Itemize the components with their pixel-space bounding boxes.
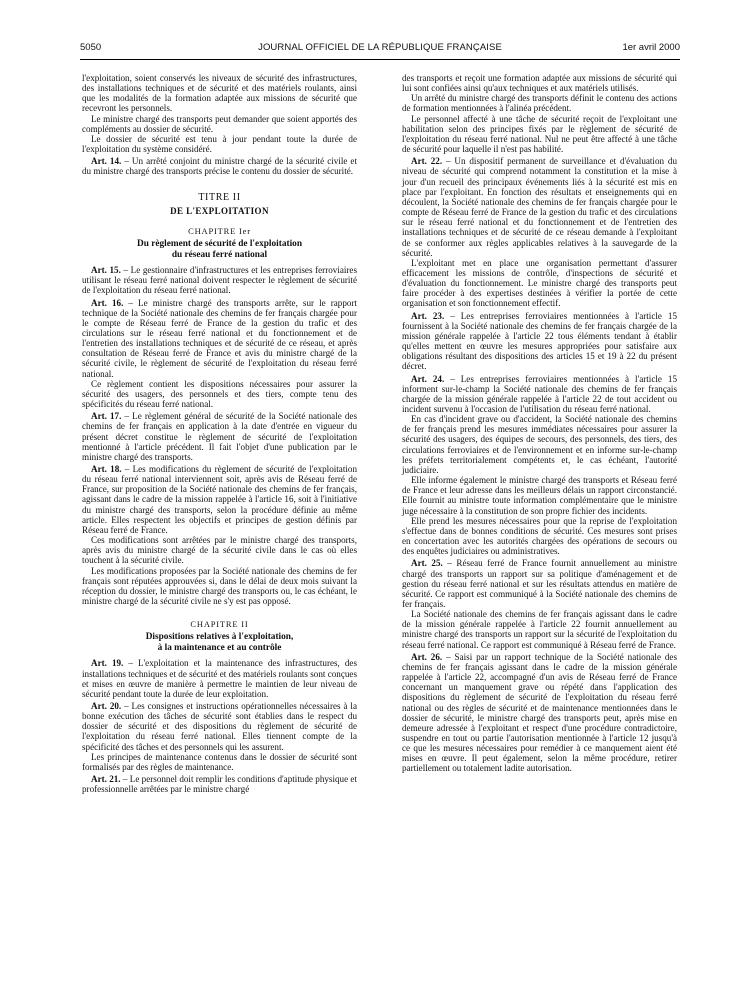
paragraph: Elle prend les mesures nécessaires pour que la reprise de l'exploitation s'effectue dans de bonnes conditions de sécurité. Ces mesures sont prises en concertation avec les autorités chargées des opérations de secours ou des enquêtes judiciaires ou administratives. <box>402 515 677 557</box>
chapter-title <box>82 632 357 653</box>
article-label: Art. 23. <box>411 310 445 321</box>
article-21 <box>82 774 357 794</box>
article-19 <box>82 658 357 699</box>
article-text: – Un arrêté conjoint du ministre chargé de la sécurité civile et du ministre chargé des transports précise le contenu du dossier de sécurité. <box>82 156 357 177</box>
article-15 <box>82 265 357 295</box>
title-heading: TITRE II <box>198 191 241 203</box>
article-label: Art. 20. <box>91 700 122 711</box>
paragraph: Ce règlement contient les dispositions nécessaires pour assurer la sécurité des usagers, des personnels et des tiers, compte tenu des spécificités du réseau ferré national. <box>82 378 357 410</box>
paragraph: Ces modifications sont arrêtées par le ministre chargé des transports, après avis du ministre chargé de la sécurité civile dans le cas où elles touchent à la sécurité civile. <box>82 535 357 566</box>
article-text: – Le ministre chargé des transports arrête, sur le rapport technique de la Société nationale des chemins de fer français chargée pour le compte de Réseau ferré de France de la gestion du trafic et des circulations sur le réseau ferré national et du fonctionnement et de l'entretien des installations techniques et de sécurité de ce réseau, et après consultation de Réseau ferré de France et avis du ministre chargé de la sécurité civile, le règlement de sécurité de l'exploitation du réseau ferré national. <box>82 297 358 379</box>
article-23 <box>402 311 677 372</box>
paragraph: Le ministre chargé des transports peut demander que soient apportés des compléments au dossier de sécurité. <box>82 113 357 134</box>
title-subheading: DE L'EXPLOITATION <box>170 205 269 216</box>
article-text: – Le gestionnaire d'infrastructures et les entreprises ferroviaires utilisant le réseau ferré national doivent respecter le règlement de sécurité de l'exploitation du réseau ferré national. <box>82 265 358 296</box>
article-text: – Les entreprises ferroviaires mentionnées à l'article 15 fournissent à la Société nationale des chemins de fer français chargée de la mission générale rappelée à l'article 22 tous éléments tendant à établir qu'elles mettent en œuvre les mesures appropriées pour satisfaire aux obligations résultant des dispositions des articles 15 et 19 à 22 du présent décret. <box>402 310 677 372</box>
article-label: Art. 16. <box>91 297 124 308</box>
article-text: – Les consignes et instructions opérationnelles nécessaires à la bonne exécution des tâches de sécurité sont établies dans le respect du dossier de sécurité et des dispositions du règlement de sécurité de l'exploitation du réseau ferré national. Elles tiennent compte de la spécificité des tâches et des personnels qui les assurent. <box>82 700 357 752</box>
article-label: Art. 17. <box>91 411 122 422</box>
article-24 <box>402 374 677 415</box>
article-18 <box>82 464 357 535</box>
article-label: Art. 24. <box>411 373 445 384</box>
paragraph: Le dossier de sécurité est tenu à jour pendant toute la durée de l'exploitation du système considéré. <box>82 133 357 155</box>
article-17 <box>82 411 357 462</box>
paragraph: En cas d'incident grave ou d'accident, la Société nationale des chemins de fer français prend les mesures immédiates nécessaires pour assurer la sécurité des usagers, des équipes de secours, des personnels, des tiers, des circulations ferroviaires et de l'environnement et en informe sur-le-champ les préfets territorialement compétents et, le cas échéant, l'autorité judiciaire. <box>402 414 677 475</box>
article-label: Art. 22. <box>411 156 443 167</box>
page-number: 5050 <box>80 42 102 53</box>
article-text: – Le règlement général de sécurité de la Société nationale des chemins de fer français en application à la date d'entrée en vigueur du présent décret constitue le règlement de sécurité de l'exploitation mentionné à l'article précédent. Il fait l'objet d'une publication par le ministre chargé des transports. <box>82 411 358 462</box>
article-label: Art. 26. <box>411 651 443 662</box>
paragraph: des transports et reçoit une formation adaptée aux missions de sécurité qui lui sont confiées ainsi qu'aux techniques et aux matériels utilisés. <box>402 73 677 94</box>
article-16 <box>82 298 357 379</box>
article-22 <box>402 156 677 258</box>
publication-date: 1er avril 2000 <box>622 42 680 53</box>
article-text: – Le personnel doit remplir les conditions d'aptitude physique et professionnelle arrêtées par le ministre chargé <box>82 774 357 795</box>
paragraph: La Société nationale des chemins de fer français agissant dans le cadre de la mission générale rappelée à l'article 22 fournit annuellement au ministre chargé des transports un rapport sur la sécurité de l'exploitation du réseau ferré national. Ce rapport est communiqué à Réseau ferré de France. <box>402 609 677 650</box>
paragraph: Les modifications proposées par la Société nationale des chemins de fer français sont réputées approuvées si, dans le délai de deux mois suivant la réception du dossier, le ministre chargé des transports ou, le cas échéant, le ministre chargé de la sécurité civile ne s'y est pas opposé. <box>82 565 357 607</box>
chapter-title-line: à la maintenance et au contrôle <box>157 642 282 653</box>
paragraph: Le personnel affecté à une tâche de sécurité reçoit de l'exploitant une habilitation selon des principes fixés par le règlement de sécurité de l'exploitation du réseau ferré national. Nul ne peut être affecté à une tâche de sécurité pour laquelle il n'est pas habilité. <box>402 113 677 155</box>
article-14 <box>82 156 357 176</box>
chapter-title-line: Du règlement de sécurité de l'exploitation <box>137 239 302 250</box>
chapter-title <box>82 239 357 260</box>
article-text: – Réseau ferré de France fournit annuellement au ministre chargé des transports un rapport sur sa politique d'aménagement et de gestion du réseau ferré national et sur les résultats attendus en matière de sécurité. Ce rapport est communiqué à la Société nationale des chemins de fer français. <box>402 558 678 609</box>
chapter-title-line: Dispositions relatives à l'exploitation, <box>145 632 294 643</box>
article-label: Art. 25. <box>411 558 443 569</box>
article-label: Art. 19. <box>91 658 124 669</box>
article-label: Art. 14. <box>91 156 122 167</box>
paragraph: L'exploitant met en place une organisation permettant d'assurer efficacement les missions de contrôle, d'inspections de sécurité et d'évaluation du fonctionnement. Le ministre chargé des transports peut faire procéder à des expertises destinées à vérifier la portée de cette organisation et son fonctionnement effectif. <box>402 257 677 309</box>
article-text: – L'exploitation et la maintenance des infrastructures, des installations techniques et de sécurité et des matériels roulants sont conçues et mises en œuvre de manière à permettre le maintien de leur niveau de sécurité pendant toute la durée de leur exploitation. <box>82 658 358 699</box>
paragraph: Elle informe également le ministre chargé des transports et Réseau ferré de France et leur adresse dans les meilleurs délais un rapport circonstancié. Elle fournit au ministre toute information complémentaire que le ministre juge nécessaire à la constitution de son propre fichier des incidents. <box>402 475 677 516</box>
journal-title: JOURNAL OFFICIEL DE LA RÉPUBLIQUE FRANÇAISE <box>258 42 502 53</box>
right-column <box>402 73 677 774</box>
paragraph: Les principes de maintenance contenus dans le dossier de sécurité sont formalisés par des règles de maintenance. <box>82 751 357 772</box>
header-rule <box>80 59 680 60</box>
article-text: – Saisi par un rapport technique de la Société nationale des chemins de fer français agissant dans le cadre de la mission générale rappelée à l'article 22, accompagné d'un avis de Réseau ferré de France concernant un manquement grave ou répété dans l'application des dispositions du règlement de sécurité de l'exploitation du réseau ferré national ou des règles de sécurité et de maintenance mentionnées dans le dossier de sécurité, le ministre chargé des transports peut, après mise en demeure adressée à l'exploitant et respect d'une procédure contradictoire, suspendre en tout ou partie l'autorisation mentionnée à l'article 12 jusqu'à ce que les mesures nécessaires pour remédier à ce manquement aient été mises en œuvre. Il peut également, selon la même procédure, retirer partiellement ou totalement ladite autorisation. <box>402 651 678 774</box>
paragraph: l'exploitation, soient conservés les niveaux de sécurité des infrastructures, des installations techniques et de sécurité et des matériels roulants, ainsi que les modalités de la formation adaptée aux missions de sécurité que recevront les personnels. <box>82 73 357 114</box>
article-label: Art. 21. <box>91 774 121 785</box>
article-25 <box>402 558 677 609</box>
article-text: – Les entreprises ferroviaires mentionnées à l'article 15 informent sur-le-champ la Société nationale des chemins de fer français chargée de la mission générale rappelée à l'article 22 de tout accident ou incident survenu à l'occasion de l'utilisation du réseau ferré national. <box>402 373 677 414</box>
chapter-heading: CHAPITRE II <box>190 619 249 630</box>
chapter-title-line: du réseau ferré national <box>171 249 268 260</box>
page-header <box>80 42 680 58</box>
article-text: – Un dispositif permanent de surveillance et d'évaluation du niveau de sécurité qui comprend notamment la constitution et la mise à jour d'un recueil des principaux événements liés à la sécurité est mis en place par l'exploitant. En fonction des résultats et enseignements qui en découlent, la Société nationale des chemins de fer français chargée pour le compte de Réseau ferré de France de la gestion du trafic et des circulations sur le réseau ferré national et du fonctionnement et de l'entretien des installations techniques et de sécurité de ce réseau demande à l'exploitant de se conformer aux règles applicables relatives à la sauvegarde de la sécurité. <box>402 156 677 258</box>
paragraph: Un arrêté du ministre chargé des transports définit le contenu des actions de formation mentionnées à l'alinéa précédent. <box>402 93 677 114</box>
article-text: – Les modifications du règlement de sécurité de l'exploitation du réseau ferré national interviennent soit, après avis de Réseau ferré de France, sur proposition de la Société nationale des chemins de fer français, agissant dans le cadre de la mission rappelée à l'article 16, soit à l'initiative du ministre chargé des transports, selon la procédure définie au même article. Elles respectent les objectifs et principes de gestion définis par Réseau ferré de France. <box>82 464 357 535</box>
article-20 <box>82 701 357 752</box>
article-label: Art. 15. <box>91 265 121 276</box>
chapter-heading: CHAPITRE Ier <box>188 225 251 236</box>
article-label: Art. 18. <box>91 464 122 474</box>
article-26 <box>402 652 677 774</box>
left-column <box>82 73 357 794</box>
